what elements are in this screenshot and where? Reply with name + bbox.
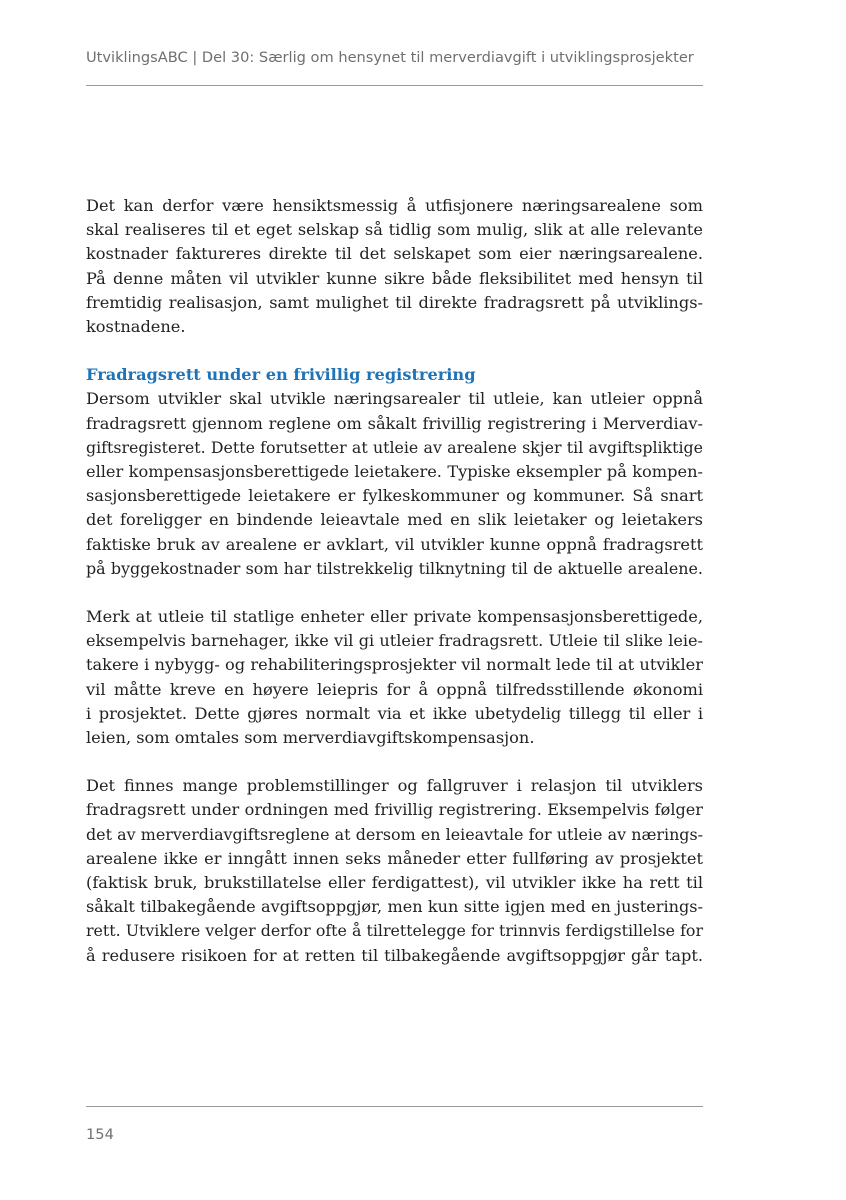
text-line: på byggekostnader som har tilstrekkelig tilknytning til de aktuelle arealene. bbox=[86, 558, 703, 578]
text-line: å redusere risikoen for at retten til tilbakegående avgiftsoppgjør går tapt. bbox=[86, 945, 703, 965]
text-line: fradragsrett gjennom reglene om såkalt frivillig registrering i Merverdiav- bbox=[86, 413, 703, 433]
paragraph-1 bbox=[86, 194, 703, 339]
text-line: såkalt tilbakegående avgiftsoppgjør, men kun sitte igjen med en justerings- bbox=[86, 897, 703, 917]
text-line: eksempelvis barnehager, ikke vil gi utleier fradragsrett. Utleie til slike leie- bbox=[86, 631, 703, 651]
text-line: i prosjektet. Dette gjøres normalt via et ikke ubetydelig tillegg til eller i bbox=[86, 703, 703, 723]
header-divider bbox=[86, 85, 703, 86]
text-line: sasjonsberettigede leietakere er fylkeskommuner og kommuner. Så snart bbox=[86, 486, 703, 506]
text-line: giftsregisteret. Dette forutsetter at utleie av arealene skjer til avgiftspliktige bbox=[86, 437, 703, 457]
text-line: leien, som omtales som merverdiavgiftskompensasjon. bbox=[86, 728, 535, 748]
text-line: fremtidig realisasjon, samt mulighet til direkte fradragsrett på utviklings- bbox=[86, 292, 703, 312]
paragraph-4 bbox=[86, 774, 703, 968]
text-line: skal realiseres til et eget selskap så tidlig som mulig, slik at alle relevante bbox=[86, 220, 703, 240]
paragraph-2 bbox=[86, 387, 703, 581]
text-line: det foreligger en bindende leieavtale med en slik leietaker og leietakers bbox=[86, 510, 703, 530]
text-line: Merk at utleie til statlige enheter eller private kompensasjonsberettigede, bbox=[86, 607, 703, 627]
text-line: Det kan derfor være hensiktsmessig å utfisjonere næringsarealene som bbox=[86, 196, 703, 215]
text-line: På denne måten vil utvikler kunne sikre både fleksibilitet med hensyn til bbox=[86, 268, 703, 288]
text-line: vil måtte kreve en høyere leiepris for å oppnå tilfredsstillende økonomi bbox=[86, 679, 703, 699]
text-line: eller kompensasjonsberettigede leietakere. Typiske eksempler på kompen- bbox=[86, 462, 703, 482]
text-line: arealene ikke er inngått innen seks måneder etter fullføring av prosjektet bbox=[86, 848, 703, 868]
page-content bbox=[86, 194, 703, 992]
footer-divider bbox=[86, 1106, 703, 1107]
text-line: Det finnes mange problemstillinger og fallgruver i relasjon til utviklers bbox=[86, 776, 703, 796]
paragraph-3 bbox=[86, 605, 703, 750]
text-line: fradragsrett under ordningen med frivillig registrering. Eksempelvis følger bbox=[86, 800, 703, 820]
section-heading: Fradragsrett under en frivillig registrering bbox=[86, 365, 476, 385]
page-number: 154 bbox=[86, 1126, 114, 1143]
text-line: takere i nybygg- og rehabiliteringsprosjekter vil normalt lede til at utvikler bbox=[86, 655, 703, 675]
text-line: kostnadene. bbox=[86, 317, 186, 337]
running-header: UtviklingsABC | Del 30: Særlig om hensynet til merverdiavgift i utviklingsprosjekter bbox=[86, 49, 694, 66]
text-line: (faktisk bruk, brukstillatelse eller ferdigattest), vil utvikler ikke ha rett til bbox=[86, 873, 703, 893]
text-line: det av merverdiavgiftsreglene at dersom en leieavtale for utleie av nærings- bbox=[86, 824, 703, 844]
text-line: faktiske bruk av arealene er avklart, vil utvikler kunne oppnå fradragsrett bbox=[86, 534, 703, 554]
text-line: Dersom utvikler skal utvikle næringsarealer til utleie, kan utleier oppnå bbox=[86, 389, 703, 409]
text-line: rett. Utviklere velger derfor ofte å tilrettelegge for trinnvis ferdigstillelse for bbox=[86, 921, 703, 941]
text-line: kostnader faktureres direkte til det selskapet som eier næringsarealene. bbox=[86, 244, 703, 264]
